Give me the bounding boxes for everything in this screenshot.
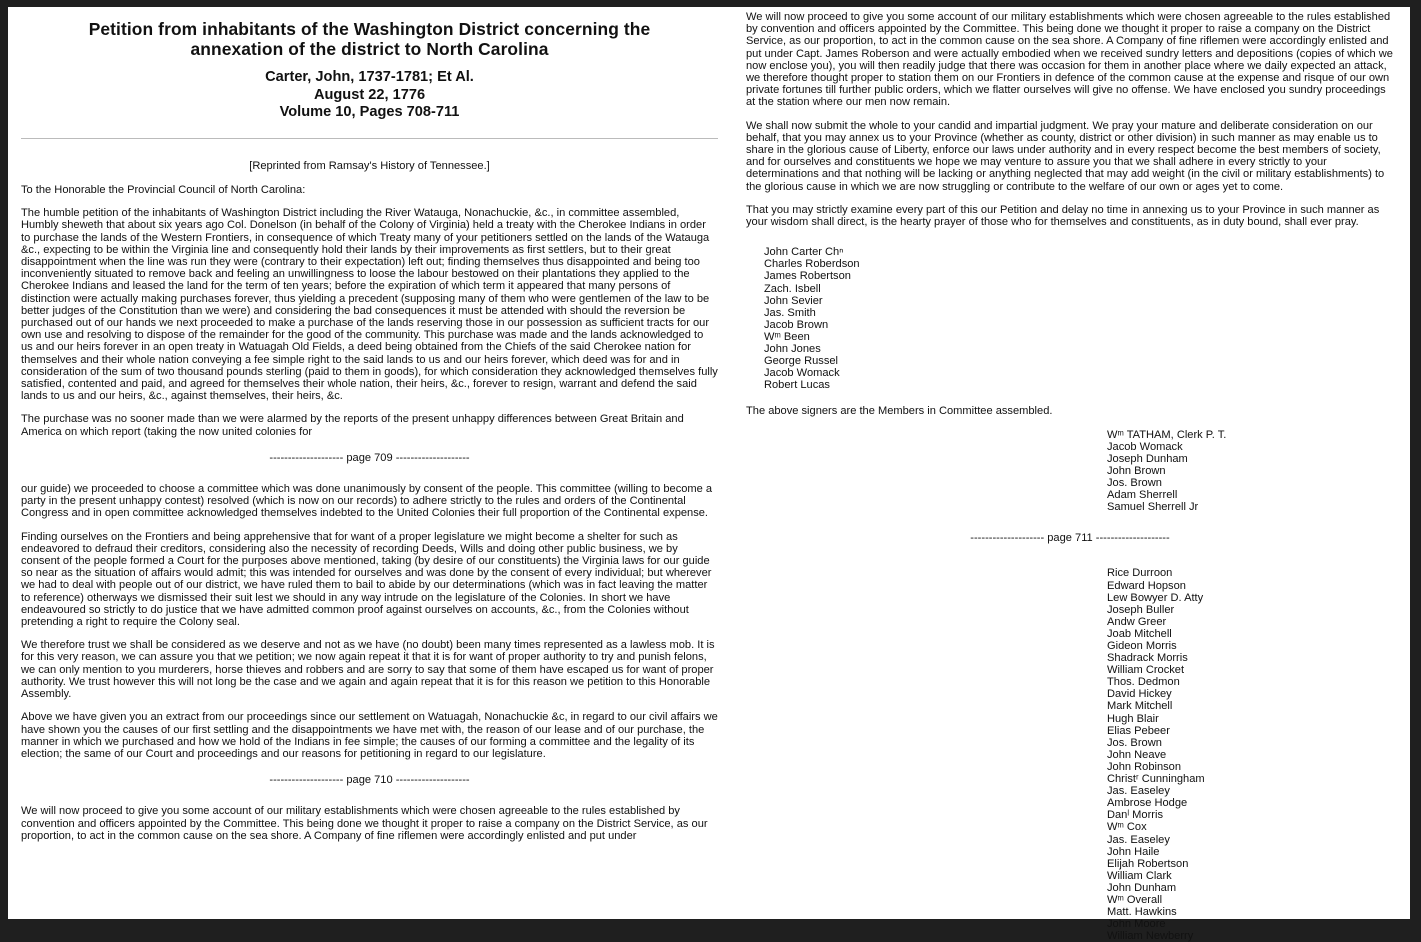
signer-name: Wᵐ Cox: [1107, 821, 1147, 834]
paragraph: Above we have given you an extract from our proceedings since our settlement on Watuagah, Nonachuckie &c, in regard to our civil affairs we have shown you the causes of our first settling and the disappointments we have met with, the reason of our lease and of our purchase, the manner in which we purchased and how we hold of the Indians in fee simple; the causes of our forming a committee and the legality of its election; the same of our Court and proceedings and our reasons for petitioning in regard to our legislature.: [21, 711, 718, 760]
title-line-2: annexation of the district to North Carolina: [190, 39, 549, 59]
clerk-signers: [1107, 429, 1394, 514]
signer-name: Joseph Dunham: [1107, 452, 1188, 465]
signer-name: John Neave: [1107, 748, 1167, 761]
signer-name: John Carter Chⁿ: [764, 246, 844, 259]
signer-name: Jos. Brown: [1107, 736, 1162, 749]
paragraph: We therefore trust we shall be considered as we deserve and not as we have (no doubt) been many times represented as a lawless mob. It is for this very reason, we can assure you that we petition; we now again repeat it that it is for want of proper authority to try and punish felons, we can only mention to you murderers, horse thieves and robbers and are sorry to say that some of them have escaped us for want of proper authority. We trust however this will not long be the case and we again and again repeat that it is for this reason we petition to this Honorable Assembly.: [21, 639, 715, 701]
document-page: [8, 7, 1410, 942]
paragraph: That you may strictly examine every part of this our Petition and delay no time in annexing us to your Province in such manner as your wisdom shall direct, is the hearty prayer of those who for themselves and constituents, as in duty bound, shall ever pray.: [746, 203, 1380, 229]
signer-name: John Moore: [1107, 918, 1166, 931]
paragraph: We shall now submit the whole to your candid and impartial judgment. We pray your mature and deliberate consideration on our behalf, that you may annex us to your Province (whether as county, district or other division) in such manner as may enable us to share in the glorious cause of Liberty, enforce our laws under authority and in every respect become the best members of society, and for ourselves and constituents we hope we may venture to assure you that we shall adhere in every strictly to your determinations and that nothing will be lacking or anything neglected that may add weight (in the civil or military establishments) to the glorious cause in which we are now struggling or contribute to the welfare of our own or ages yet to come.: [746, 119, 1385, 193]
salutation: To the Honorable the Provincial Council of North Carolina:: [21, 183, 306, 196]
page-title: [21, 19, 718, 59]
date: August 22, 1776: [313, 86, 426, 103]
signer-name: William Clark: [1107, 869, 1172, 882]
signer-name: Ambrose Hodge: [1107, 797, 1188, 810]
signer-name: Charles Roberdson: [764, 258, 860, 271]
signer-name: George Russel: [764, 355, 838, 368]
right-column: [746, 11, 1394, 942]
page-marker-709: -------------------- page 709 --------------------: [269, 451, 470, 464]
signer-name: Adam Sherrell: [1107, 489, 1178, 502]
signer-name: Jacob Womack: [764, 367, 840, 380]
signer-name: David Hickey: [1107, 688, 1172, 701]
signer-name: John Robinson: [1107, 760, 1182, 773]
author: Carter, John, 1737-1781; Et Al.: [265, 69, 474, 85]
signer-name: John Haile: [1107, 845, 1160, 858]
paragraph: We will now proceed to give you some account of our military establishments which were chosen agreeable to the rules established by convention and officers appointed by the Committee. This being done we thought it proper to raise a company on the District Service, as our proportion, to act in the common cause on the sea shore. A Company of fine riflemen were accordingly enlisted and put under Capt. James Roberson and were actually embodied when we received sundry letters and depositions (copies of which we now enclose you), you will then readily judge that there was occasion for them in another place where we daily expected an attack, we therefore thought proper to station them on our Frontiers in defence of the common cause at the expense and risque of our own private fortunes till further public orders, which we flatter ourselves will give no offense. We have enclosed you sundry proceedings at the station where our men now remain.: [746, 11, 1393, 109]
signer-name: Joab Mitchell: [1107, 627, 1172, 640]
divider: [21, 138, 718, 139]
signer-name: Lew Bowyer D. Atty: [1107, 591, 1204, 604]
signer-name: William Newberry: [1107, 930, 1194, 942]
paragraph: our guide) we proceeded to choose a committee which was done unanimously by consent of the people. This committee (willing to become a party in the present unhappy contest) resolved (which is now on our records) to adhere strictly to the rules and orders of the Continental Congress and in open committee acknowledged themselves indebted to the United Colonies their full proportion of the Continental expense.: [21, 483, 713, 520]
title-line-1: Petition from inhabitants of the Washington District concerning the: [88, 19, 651, 39]
signer-name: Jas. Easeley: [1107, 785, 1170, 798]
left-column: [21, 7, 718, 853]
signer-name: Edward Hopson: [1107, 579, 1186, 592]
signer-name: Robert Lucas: [764, 379, 830, 392]
page-marker-710: -------------------- page 710 --------------------: [269, 774, 470, 787]
signer-name: Wᵐ Been: [764, 330, 810, 343]
signer-name: Danˡ Morris: [1107, 809, 1163, 822]
volume-pages: Volume 10, Pages 708-711: [279, 104, 460, 121]
signer-name: Samuel Sherrell Jr: [1107, 501, 1199, 514]
signer-name: Wᵐ Overall: [1107, 893, 1163, 906]
signer-name: Mark Mitchell: [1107, 700, 1173, 713]
signer-name: Jacob Womack: [1107, 440, 1183, 453]
signer-name: John Jones: [764, 343, 821, 355]
signer-name: Jas. Smith: [764, 306, 816, 319]
signer-name: Jas. Easeley: [1107, 833, 1170, 846]
signer-name: John Brown: [1107, 464, 1166, 477]
page-marker-711: -------------------- page 711 --------------------: [970, 532, 1170, 545]
signer-name: Hugh Blair: [1107, 712, 1159, 725]
signer-name: Jacob Brown: [764, 318, 829, 331]
signer-name: Andw Greer: [1107, 615, 1167, 628]
signer-name: Gideon Morris: [1107, 640, 1177, 652]
signer-name: Thos. Dedmon: [1107, 676, 1180, 689]
signer-name: Elias Pebeer: [1107, 724, 1170, 737]
other-signers: [1107, 567, 1394, 942]
signer-name: Elijah Robertson: [1107, 857, 1189, 870]
signer-name: John Dunham: [1107, 881, 1177, 894]
paragraph: We will now proceed to give you some account of our military establishments which were chosen agreeable to the rules established by convention and officers appointed by the Committee. This being done we thought it proper to raise a company on the District Service, as our proportion, to act in the common cause on the sea shore. A Company of fine riflemen were accordingly enlisted and put under: [21, 805, 708, 842]
paragraph: The purchase was no sooner made than we were alarmed by the reports of the present unhappy differences between Great Britain and America on which report (taking the now united colonies for: [21, 413, 684, 438]
signer-name: John Sevier: [764, 294, 823, 307]
signer-name: Jos. Brown: [1107, 476, 1162, 489]
signer-name: James Robertson: [764, 270, 851, 283]
reprint-note: [Reprinted from Ramsay's History of Tennessee.]: [249, 159, 490, 172]
signer-name: Joseph Buller: [1107, 603, 1175, 616]
signer-name: Matt. Hawkins: [1107, 906, 1177, 919]
committee-signers: [764, 246, 1394, 391]
signer-name: Zach. Isbell: [764, 282, 821, 295]
signer-name: Wᵐ TATHAM, Clerk P. T.: [1107, 428, 1227, 441]
signer-name: Rice Durroon: [1107, 567, 1173, 580]
paragraph: Finding ourselves on the Frontiers and being apprehensive that for want of a proper legislature we might become a shelter for such as endeavored to defraud their creditors, considering also the necessity of recording Deeds, Wills and doing other public business, we by consent of the people formed a Court for the purposes above mentioned, taking (by desire of our constituents) the Virginia laws for our guide so near as the situation of affairs would admit; this was intended for ourselves and was done by the consent of every individual; but wherever we had to deal with people out of our district, we have ruled them to bail to abide by our determinations (which was in fact leaving the matter to reference) otherways we dismissed their suit lest we should in any way intrude on the legislature of the Colonies. In short we have endeavoured so strictly to do justice that we have admitted common proof against ourselves on accounts, &c., from the Colonies without pretending a right to require the Colony seal.: [21, 530, 712, 629]
signer-name: William Crocket: [1107, 664, 1185, 677]
paragraph: The humble petition of the inhabitants of Washington District including the River Watauga, Nonachuckie, &c., in committee assembled, Humbly sheweth that about six years ago Col. Donelson (in behalf of the Colony of Virginia) held a treaty with the Cherokee Indians in order to purchase the lands of the Western Frontiers, in consequence of which Treaty many of your petitioners settled on the lands of the Watauga &c., expecting to be within the Virginia line and consequently hold their lands by their improvements as first settlers, but to their great disappointment when the line was run they were (contrary to their expectation) left out; finding themselves thus disappointed and being too inconveniently situated to remove back and feeling an unwillingness to loose the labour bestowed on their plantations they applied to the Cherokee Indians and leased the land for the term of ten years; before the expiration of which term it appeared that many persons of distinction were actually making purchases forever, thus yielding a precedent (supposing many of them who were gentlemen of the law to be better judges of the Constitution than we were) and considering the bad consequences it must be attended with should the reversion be purchased out of our hands we next proceeded to make a purchase of the lands reserving those in our possession as sufficient tracts for our own use and resolving to dispose of the remainder for the good of the community. This purchase was made and the lands acknowledged to us and our heirs forever in an open treaty in Watuagah Old Fields, a deed being obtained from the Chiefs of the said Cherokee nation for themselves and their whole nation conveying a fee simple right to the said lands to us and our heirs forever, which deed was for and in consideration of the sum of two thousand pounds sterling (paid to them in goods), for which consideration they acknowledged themselves fully satisfied, contented and paid, and agreed for themselves their whole nation, their heirs, &c., forever to resign, warrant and defend the said lands to us and our heirs, &c., against themselves, their heirs, &c.: [21, 207, 718, 403]
signers-note: The above signers are the Members in Committee assembled.: [746, 405, 1053, 418]
signer-name: Shadrack Morris: [1107, 652, 1188, 665]
signer-name: Christʳ Cunningham: [1107, 773, 1205, 786]
